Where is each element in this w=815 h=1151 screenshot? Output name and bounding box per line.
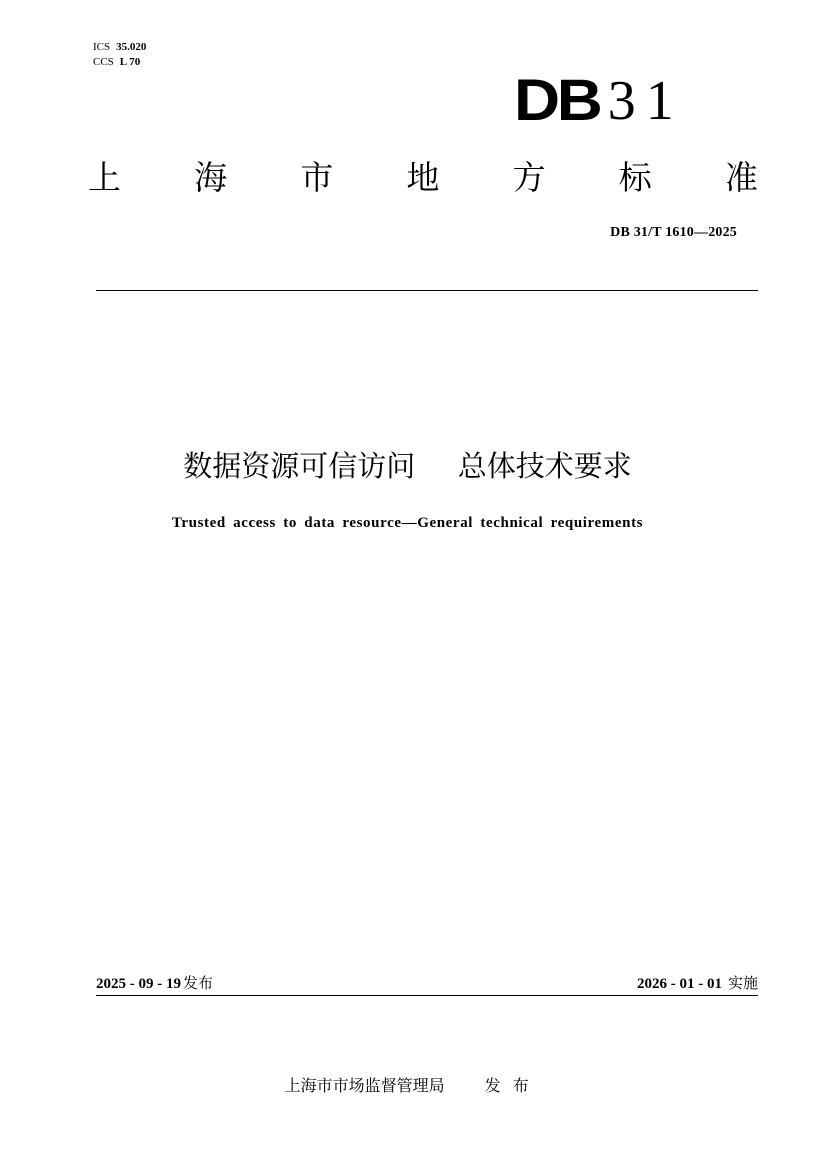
ics-label: ICS — [93, 41, 111, 53]
implementation-date-label: 实施 — [727, 974, 758, 992]
footer-divider — [96, 995, 758, 996]
standard-type-char: 标 — [618, 158, 652, 197]
standard-type-heading — [88, 158, 758, 198]
issuing-authority — [0, 1054, 815, 1096]
ics-value: 35.020 — [116, 41, 147, 53]
standard-type-char: 地 — [406, 158, 440, 197]
issuer-organization: 上海市市场监督管理局 — [284, 1076, 445, 1095]
document-title-english: Trusted access to data resource—General technical requirements — [171, 515, 644, 531]
publish-date-value: 2025 - 09 - 19 — [96, 976, 181, 992]
db31-logo — [514, 68, 684, 133]
ccs-label: CCS — [93, 56, 114, 68]
issuer-action: 发布 — [484, 1076, 541, 1095]
logo-suffix: 31 — [607, 70, 684, 132]
standard-type-char: 方 — [512, 158, 546, 197]
implementation-date — [637, 972, 758, 993]
document-title-chinese: 数据资源可信访问 总体技术要求 — [183, 449, 632, 483]
implementation-date-value: 2026 - 01 - 01 — [636, 976, 722, 992]
standard-type-char: 准 — [724, 158, 758, 197]
standard-type-char: 上 — [88, 158, 121, 197]
ics-code-row — [93, 40, 146, 55]
publish-date-label: 发布 — [183, 974, 214, 992]
publish-date — [96, 972, 213, 993]
standard-type-char: 市 — [300, 158, 334, 197]
logo-prefix: DB — [514, 68, 600, 133]
ccs-value: L 70 — [119, 56, 141, 68]
classification-codes — [93, 40, 146, 70]
standard-number: DB 31/T 1610—2025 — [610, 225, 737, 240]
ccs-code-row — [93, 55, 146, 70]
header-divider — [96, 290, 758, 291]
standard-type-char: 海 — [194, 158, 228, 197]
